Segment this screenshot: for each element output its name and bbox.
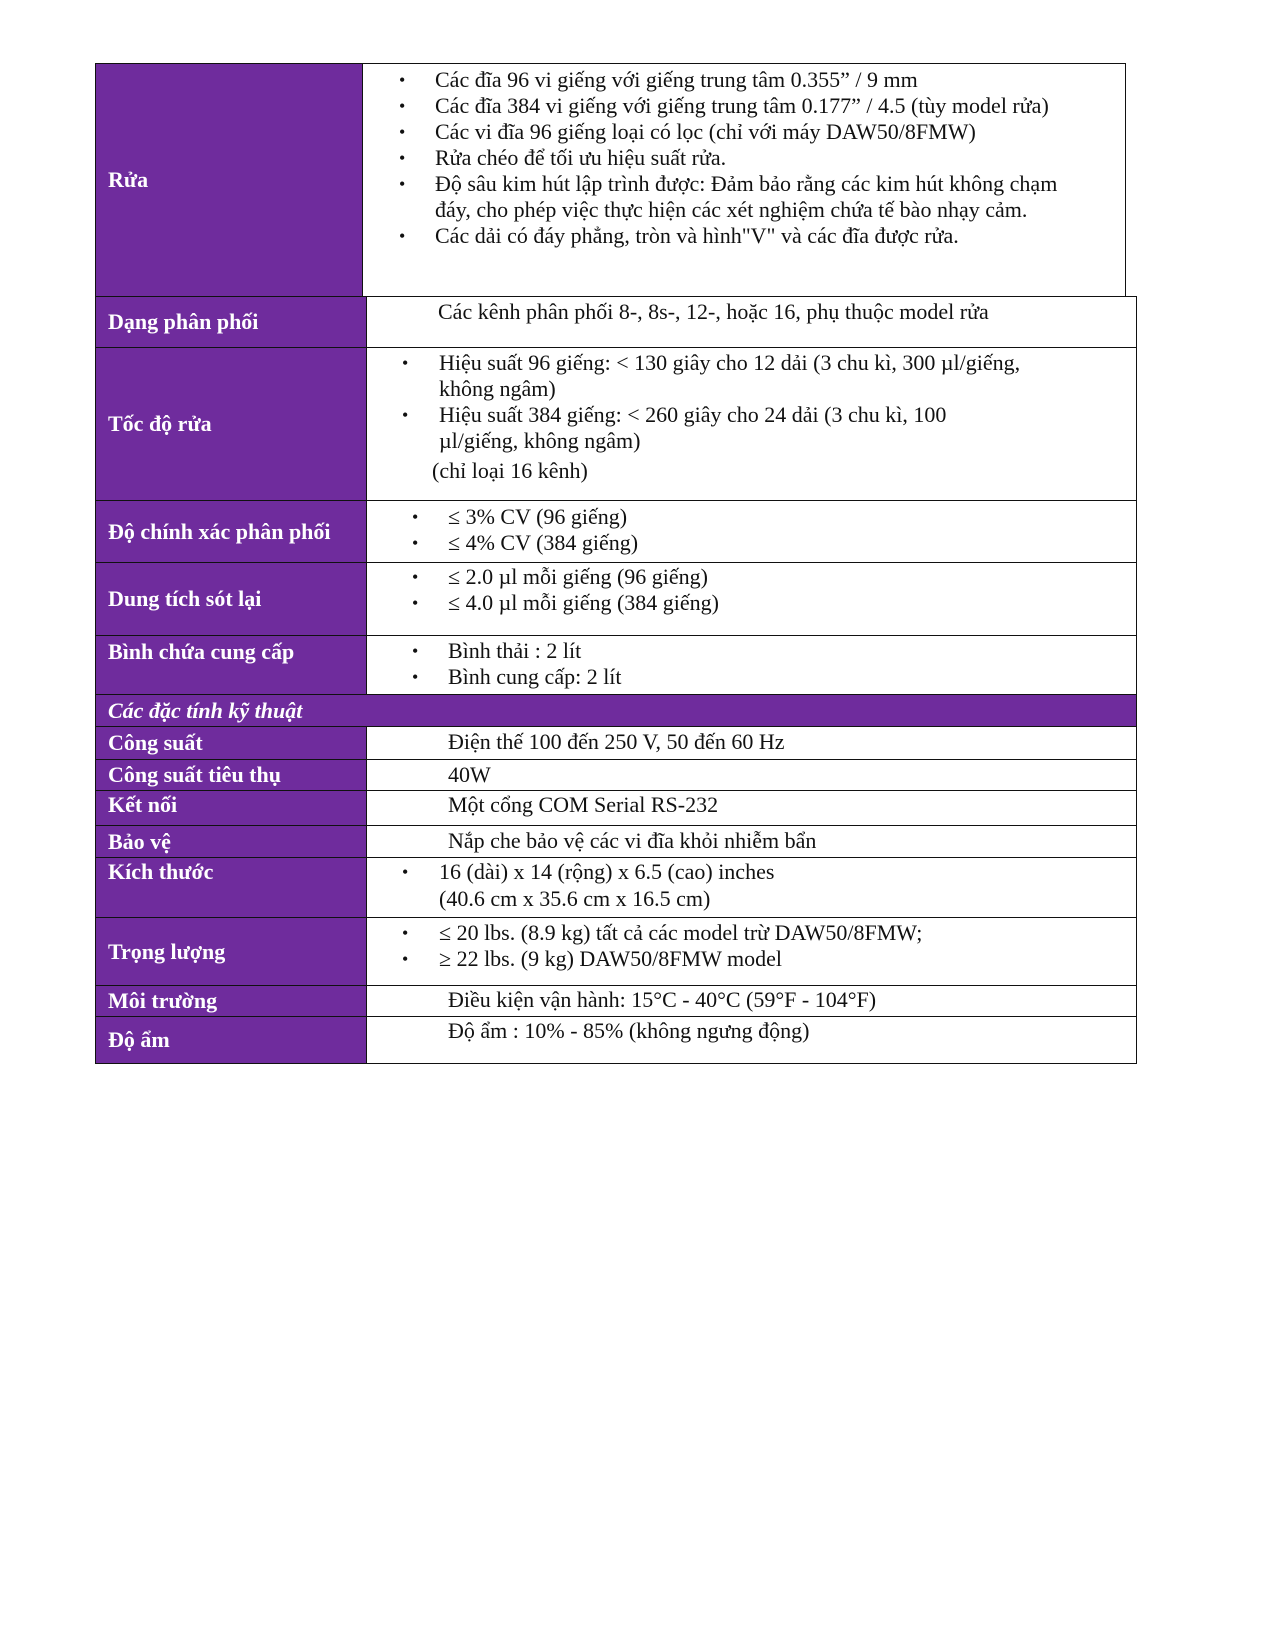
- list-item: • ≤ 3% CV (96 giếng): [412, 504, 628, 529]
- spec-value: [366, 500, 1137, 563]
- spec-row-toc-do-rua: [95, 347, 1137, 501]
- list-item: • Bình thải : 2 lít: [412, 638, 582, 663]
- spec-label: [95, 347, 367, 501]
- bullet-dot-icon: •: [402, 949, 409, 969]
- list-item: • Rửa chéo để tối ưu hiệu suất rửa.: [399, 145, 727, 170]
- bullet-dot-icon: •: [399, 96, 406, 116]
- spec-value: [366, 1016, 1137, 1064]
- spec-value: [366, 917, 1137, 986]
- spec-row-dung-tich: [95, 562, 1137, 636]
- list-item: • ≤ 4% CV (384 giếng): [412, 530, 639, 555]
- spec-row-binh-chua: [95, 635, 1137, 695]
- bullet-dot-icon: •: [402, 923, 409, 943]
- spec-label: [95, 562, 367, 636]
- spec-label: [95, 790, 367, 826]
- bullet-dot-icon: •: [402, 353, 409, 373]
- spec-value-text: Điện thế 100 đến 250 V, 50 đến 60 Hz: [448, 729, 785, 754]
- spec-row-do-am: [95, 1016, 1137, 1064]
- spec-value-text: Các kênh phân phối 8-, 8s-, 12-, hoặc 16, phụ thuộc model rửa: [438, 299, 989, 324]
- spec-label: [95, 985, 367, 1017]
- spec-row-do-chinh-xac: [95, 500, 1137, 563]
- list-item: • ≤ 20 lbs. (8.9 kg) tất cả các model trừ DAW50/8FMW;: [402, 920, 923, 945]
- spec-label-text: Kích thước: [108, 859, 214, 884]
- bullet-dot-icon: •: [412, 593, 419, 613]
- bullet-list: [367, 350, 1067, 454]
- spec-value: [366, 857, 1137, 918]
- spec-label-text: Rửa: [108, 167, 149, 192]
- spec-label-text: Bình chứa cung cấp: [108, 639, 295, 664]
- list-item: • Hiệu suất 96 giếng: < 130 giây cho 12 dải (3 chu kì, 300 µl/giếng, không ngâm): [402, 350, 1021, 401]
- bullet-list: [367, 920, 922, 972]
- spec-label: [95, 63, 363, 297]
- bullet-dot-icon: •: [399, 226, 406, 246]
- spec-label-text: Môi trường: [108, 988, 218, 1013]
- spec-value: [366, 985, 1137, 1017]
- list-item: • 16 (dài) x 14 (rộng) x 6.5 (cao) inches: [402, 859, 775, 884]
- spec-value-text: Nắp che bảo vệ các vi đĩa khỏi nhiễm bẩn: [448, 828, 817, 853]
- spec-value-text: Một cổng COM Serial RS-232: [448, 792, 719, 817]
- bullet-list: [367, 638, 622, 690]
- spec-row-bao-ve: [95, 825, 1137, 858]
- spec-value-text: Điều kiện vận hành: 15°C - 40°C (59°F - 104°F): [448, 987, 877, 1012]
- spec-label-text: Công suất tiêu thụ: [108, 762, 281, 787]
- spec-row-cong-suat: [95, 726, 1137, 760]
- spec-label-text: Kết nối: [108, 792, 178, 817]
- spec-row-ket-noi: [95, 790, 1137, 826]
- bullet-dot-icon: •: [399, 174, 406, 194]
- spec-value: [366, 825, 1137, 858]
- spec-value: [366, 726, 1137, 760]
- section-header: [95, 694, 1137, 727]
- bullet-dot-icon: •: [412, 641, 419, 661]
- spec-label-text: Bảo vệ: [108, 828, 171, 854]
- bullet-dot-icon: •: [412, 533, 419, 553]
- spec-value: [366, 347, 1137, 501]
- bullet-list: [363, 67, 1093, 249]
- list-item: • ≥ 22 lbs. (9 kg) DAW50/8FMW model: [402, 946, 782, 971]
- spec-label: [95, 726, 367, 760]
- bullet-dot-icon: •: [412, 667, 419, 687]
- bullet-dot-icon: •: [412, 507, 419, 527]
- spec-label: [95, 857, 367, 918]
- bullet-list: [367, 504, 638, 556]
- spec-value: [366, 790, 1137, 826]
- list-item: • Độ sâu kim hút lập trình được: Đảm bảo rằng các kim hút không chạm đáy, cho phép việc thực hiện các xét nghiệm chứa tế bào nhạy cảm.: [399, 171, 1058, 222]
- spec-value: [366, 759, 1137, 791]
- list-item: • ≤ 4.0 µl mỗi giếng (384 giếng): [412, 590, 719, 615]
- spec-label-text: Tốc độ rửa: [108, 411, 212, 436]
- spec-label-text: Công suất: [108, 730, 203, 755]
- spec-label: [95, 917, 367, 986]
- list-item: • Các vi đĩa 96 giếng loại có lọc (chỉ với máy DAW50/8FMW): [399, 119, 976, 144]
- spec-note: (40.6 cm x 35.6 cm x 16.5 cm): [439, 886, 711, 911]
- spec-row-cong-suat-tieu-thu: [95, 759, 1137, 791]
- spec-label-text: Độ chính xác phân phối: [108, 518, 331, 544]
- bullet-dot-icon: •: [402, 405, 409, 425]
- spec-value: [362, 63, 1126, 297]
- list-item: • Hiệu suất 384 giếng: < 260 giây cho 24 dải (3 chu kì, 100 µl/giếng, không ngâm): [402, 402, 947, 453]
- spec-label: [95, 759, 367, 791]
- bullet-dot-icon: •: [399, 70, 406, 90]
- spec-label: [95, 296, 367, 348]
- spec-value: [366, 635, 1137, 695]
- spec-note: (chỉ loại 16 kênh): [432, 458, 588, 483]
- bullet-list: [367, 859, 774, 885]
- spec-value: [366, 562, 1137, 636]
- spec-label: [95, 500, 367, 563]
- bullet-dot-icon: •: [399, 148, 406, 168]
- spec-value-text: 40W: [448, 762, 491, 787]
- spec-label-text: Dung tích sót lại: [108, 586, 262, 611]
- list-item: • Các đĩa 384 vi giếng với giếng trung tâm 0.177” / 4.5 (tùy model rửa): [399, 93, 1049, 118]
- spec-label-text: Trọng lượng: [108, 938, 226, 964]
- list-item: • Các đĩa 96 vi giếng với giếng trung tâm 0.355” / 9 mm: [399, 67, 918, 92]
- list-item: • Bình cung cấp: 2 lít: [412, 664, 622, 689]
- spec-value: [366, 296, 1137, 348]
- spec-value-text: Độ ẩm : 10% - 85% (không ngưng động): [448, 1018, 810, 1043]
- spec-label-text: Dạng phân phối: [108, 309, 259, 334]
- spec-label: [95, 635, 367, 695]
- spec-label: [95, 825, 367, 858]
- spec-row-dang-phan-phoi: [95, 296, 1137, 348]
- list-item: • ≤ 2.0 µl mỗi giếng (96 giếng): [412, 564, 708, 589]
- spec-row-moi-truong: [95, 985, 1137, 1017]
- bullet-dot-icon: •: [402, 862, 409, 882]
- spec-label-text: Độ ẩm: [108, 1027, 170, 1052]
- list-item: • Các dải có đáy phẳng, tròn và hình"V" và các đĩa được rửa.: [399, 223, 959, 248]
- bullet-list: [367, 564, 719, 616]
- spec-row-trong-luong: [95, 917, 1137, 986]
- section-header-text: Các đặc tính kỹ thuật: [108, 697, 303, 723]
- bullet-dot-icon: •: [412, 567, 419, 587]
- bullet-dot-icon: •: [399, 122, 406, 142]
- spec-label: [95, 1016, 367, 1064]
- spec-row-rua: [95, 63, 1126, 297]
- spec-row-kich-thuoc: [95, 857, 1137, 918]
